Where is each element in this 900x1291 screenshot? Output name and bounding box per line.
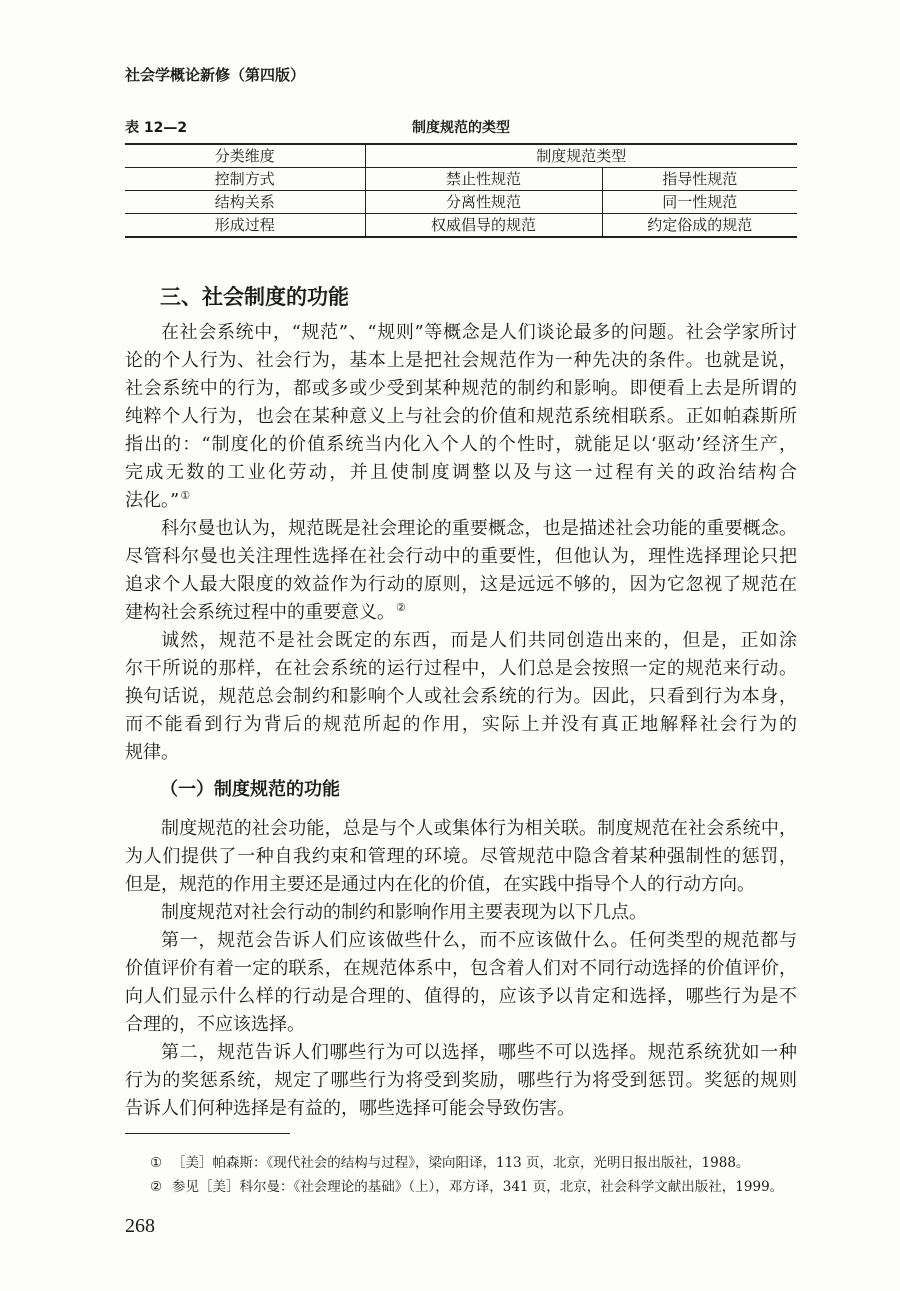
table-header-cell: 分类维度 xyxy=(125,144,365,168)
body-text-line: 第二，规范告诉人们哪些行为可以选择，哪些不可以选择。规范系统犹如一种 xyxy=(161,1042,797,1063)
body-text-line: 而不能看到行为背后的规范所起的作用，实际上并没有真正地解释社会行为的 xyxy=(125,714,797,735)
table-cell: 约定俗成的规范 xyxy=(602,214,797,238)
paragraph xyxy=(125,1039,797,1123)
body-text-line: 制度规范对社会行动的制约和影响作用主要表现为以下几点。 xyxy=(161,902,647,923)
table-row xyxy=(125,191,797,214)
table-row xyxy=(125,168,797,191)
paragraph xyxy=(125,899,797,927)
body-text-line: 社会系统中的行为，都或多或少受到某种规范的制约和影响。即便看上去是所谓的 xyxy=(125,378,797,399)
footnote-text: 参见［美］科尔曼：《社会理论的基础》（上），邓方译，341 页，北京，社会科学文献出版社，1999。 xyxy=(172,1179,784,1195)
footnote-text: ［美］帕森斯：《现代社会的结构与过程》，梁向阳译，113 页，北京，光明日报出版社，1988。 xyxy=(172,1155,750,1171)
footnote-ref: ① xyxy=(180,489,191,502)
table-cell: 指导性规范 xyxy=(602,168,797,191)
body-text-line: 在社会系统中，“规范”、“规则”等概念是人们谈论最多的问题。社会学家所讨 xyxy=(161,322,797,343)
body-text-line: 规律。 xyxy=(125,742,179,763)
body-text-line: 论的个人行为、社会行为，基本上是把社会规范作为一种先决的条件。也就是说， xyxy=(125,350,797,371)
table-caption xyxy=(125,118,797,138)
page-number: 268 xyxy=(125,1215,155,1237)
footnote-ref: ② xyxy=(396,601,406,614)
footnotes xyxy=(150,1151,850,1199)
table-row xyxy=(125,214,797,238)
body-text-line: 向人们显示什么样的行动是合理的、值得的，应该予以肯定和选择，哪些行为是不 xyxy=(125,986,797,1007)
table-cell: 控制方式 xyxy=(125,168,365,191)
body-text-line: 行为的奖惩系统，规定了哪些行为将受到奖励，哪些行为将受到惩罚。奖惩的规则 xyxy=(125,1070,797,1091)
body-text-line: 换句话说，规范总会制约和影响个人或社会系统的行为。因此，只看到行为本身， xyxy=(125,686,797,707)
paragraph xyxy=(125,927,797,1039)
body-text-line: 告诉人们何种选择是有益的，哪些选择可能会导致伤害。 xyxy=(125,1098,575,1119)
subsection-heading: （一）制度规范的功能 xyxy=(160,779,340,800)
section-body xyxy=(125,319,797,767)
body-text-line: 尽管科尔曼也关注理性选择在社会行动中的重要性，但他认为，理性选择理论只把 xyxy=(125,546,797,567)
footnote xyxy=(150,1175,850,1199)
table-header-cell: 制度规范类型 xyxy=(365,144,797,168)
footnote-divider xyxy=(125,1133,290,1134)
body-text-line: 制度规范的社会功能，总是与个人或集体行为相关联。制度规范在社会系统中， xyxy=(161,818,797,839)
table-cell: 形成过程 xyxy=(125,214,365,238)
body-text-line: 完成无数的工业化劳动，并且使制度调整以及与这一过程有关的政治结构合 xyxy=(125,462,797,483)
table-cell: 分离性规范 xyxy=(365,191,602,214)
subsection-body xyxy=(125,815,797,1123)
paragraph xyxy=(125,515,797,627)
paragraph xyxy=(125,627,797,767)
footnote xyxy=(150,1151,850,1175)
body-text-line: 指出的：“制度化的价值系统当内化入个人的个性时，就能足以‘驱动’经济生产， xyxy=(125,434,797,455)
body-text-line: 科尔曼也认为，规范既是社会理论的重要概念，也是描述社会功能的重要概念。 xyxy=(161,518,797,539)
body-text-line: 合理的，不应该选择。 xyxy=(125,1014,305,1035)
table-cell: 权威倡导的规范 xyxy=(365,214,602,238)
table-label: 表 12—2 xyxy=(125,120,188,136)
body-text-line xyxy=(125,599,797,627)
body-text-line: 但是，规范的作用主要还是通过内在化的价值，在实践中指导个人的行动方向。 xyxy=(125,874,755,895)
table-cell: 同一性规范 xyxy=(602,191,797,214)
body-text-line xyxy=(125,487,797,515)
table-header-row xyxy=(125,144,797,168)
body-text-line: 为人们提供了一种自我约束和管理的环境。尽管规范中隐含着某种强制性的惩罚， xyxy=(125,846,797,867)
body-text-line: 尔干所说的那样，在社会系统的运行过程中，人们总是会按照一定的规范来行动。 xyxy=(125,658,797,679)
body-text-line: 追求个人最大限度的效益作为行动的原则，这是远远不够的，因为它忽视了规范在 xyxy=(125,574,797,595)
body-text-line: 纯粹个人行为，也会在某种意义上与社会的价值和规范系统相联系。正如帕森斯所 xyxy=(125,406,797,427)
paragraph xyxy=(125,815,797,899)
body-text-line: 价值评价有着一定的联系，在规范体系中，包含着人们对不同行动选择的价值评价， xyxy=(125,958,797,979)
footnote-marker: ② xyxy=(150,1179,163,1195)
footnote-marker: ① xyxy=(150,1155,163,1171)
running-header: 社会学概论新修（第四版） xyxy=(125,66,306,84)
norm-types-table xyxy=(125,143,797,238)
table-title: 制度规范的类型 xyxy=(412,120,510,136)
paragraph xyxy=(125,319,797,515)
section-heading: 三、社会制度的功能 xyxy=(160,285,349,309)
table-cell: 结构关系 xyxy=(125,191,365,214)
line-text: 建构社会系统过程中的重要意义。 xyxy=(125,602,395,623)
line-text: 法化。” xyxy=(125,490,180,511)
table-cell: 禁止性规范 xyxy=(365,168,602,191)
body-text-line: 第一，规范会告诉人们应该做些什么，而不应该做什么。任何类型的规范都与 xyxy=(161,930,797,951)
body-text-line: 诚然，规范不是社会既定的东西，而是人们共同创造出来的，但是，正如涂 xyxy=(161,630,797,651)
